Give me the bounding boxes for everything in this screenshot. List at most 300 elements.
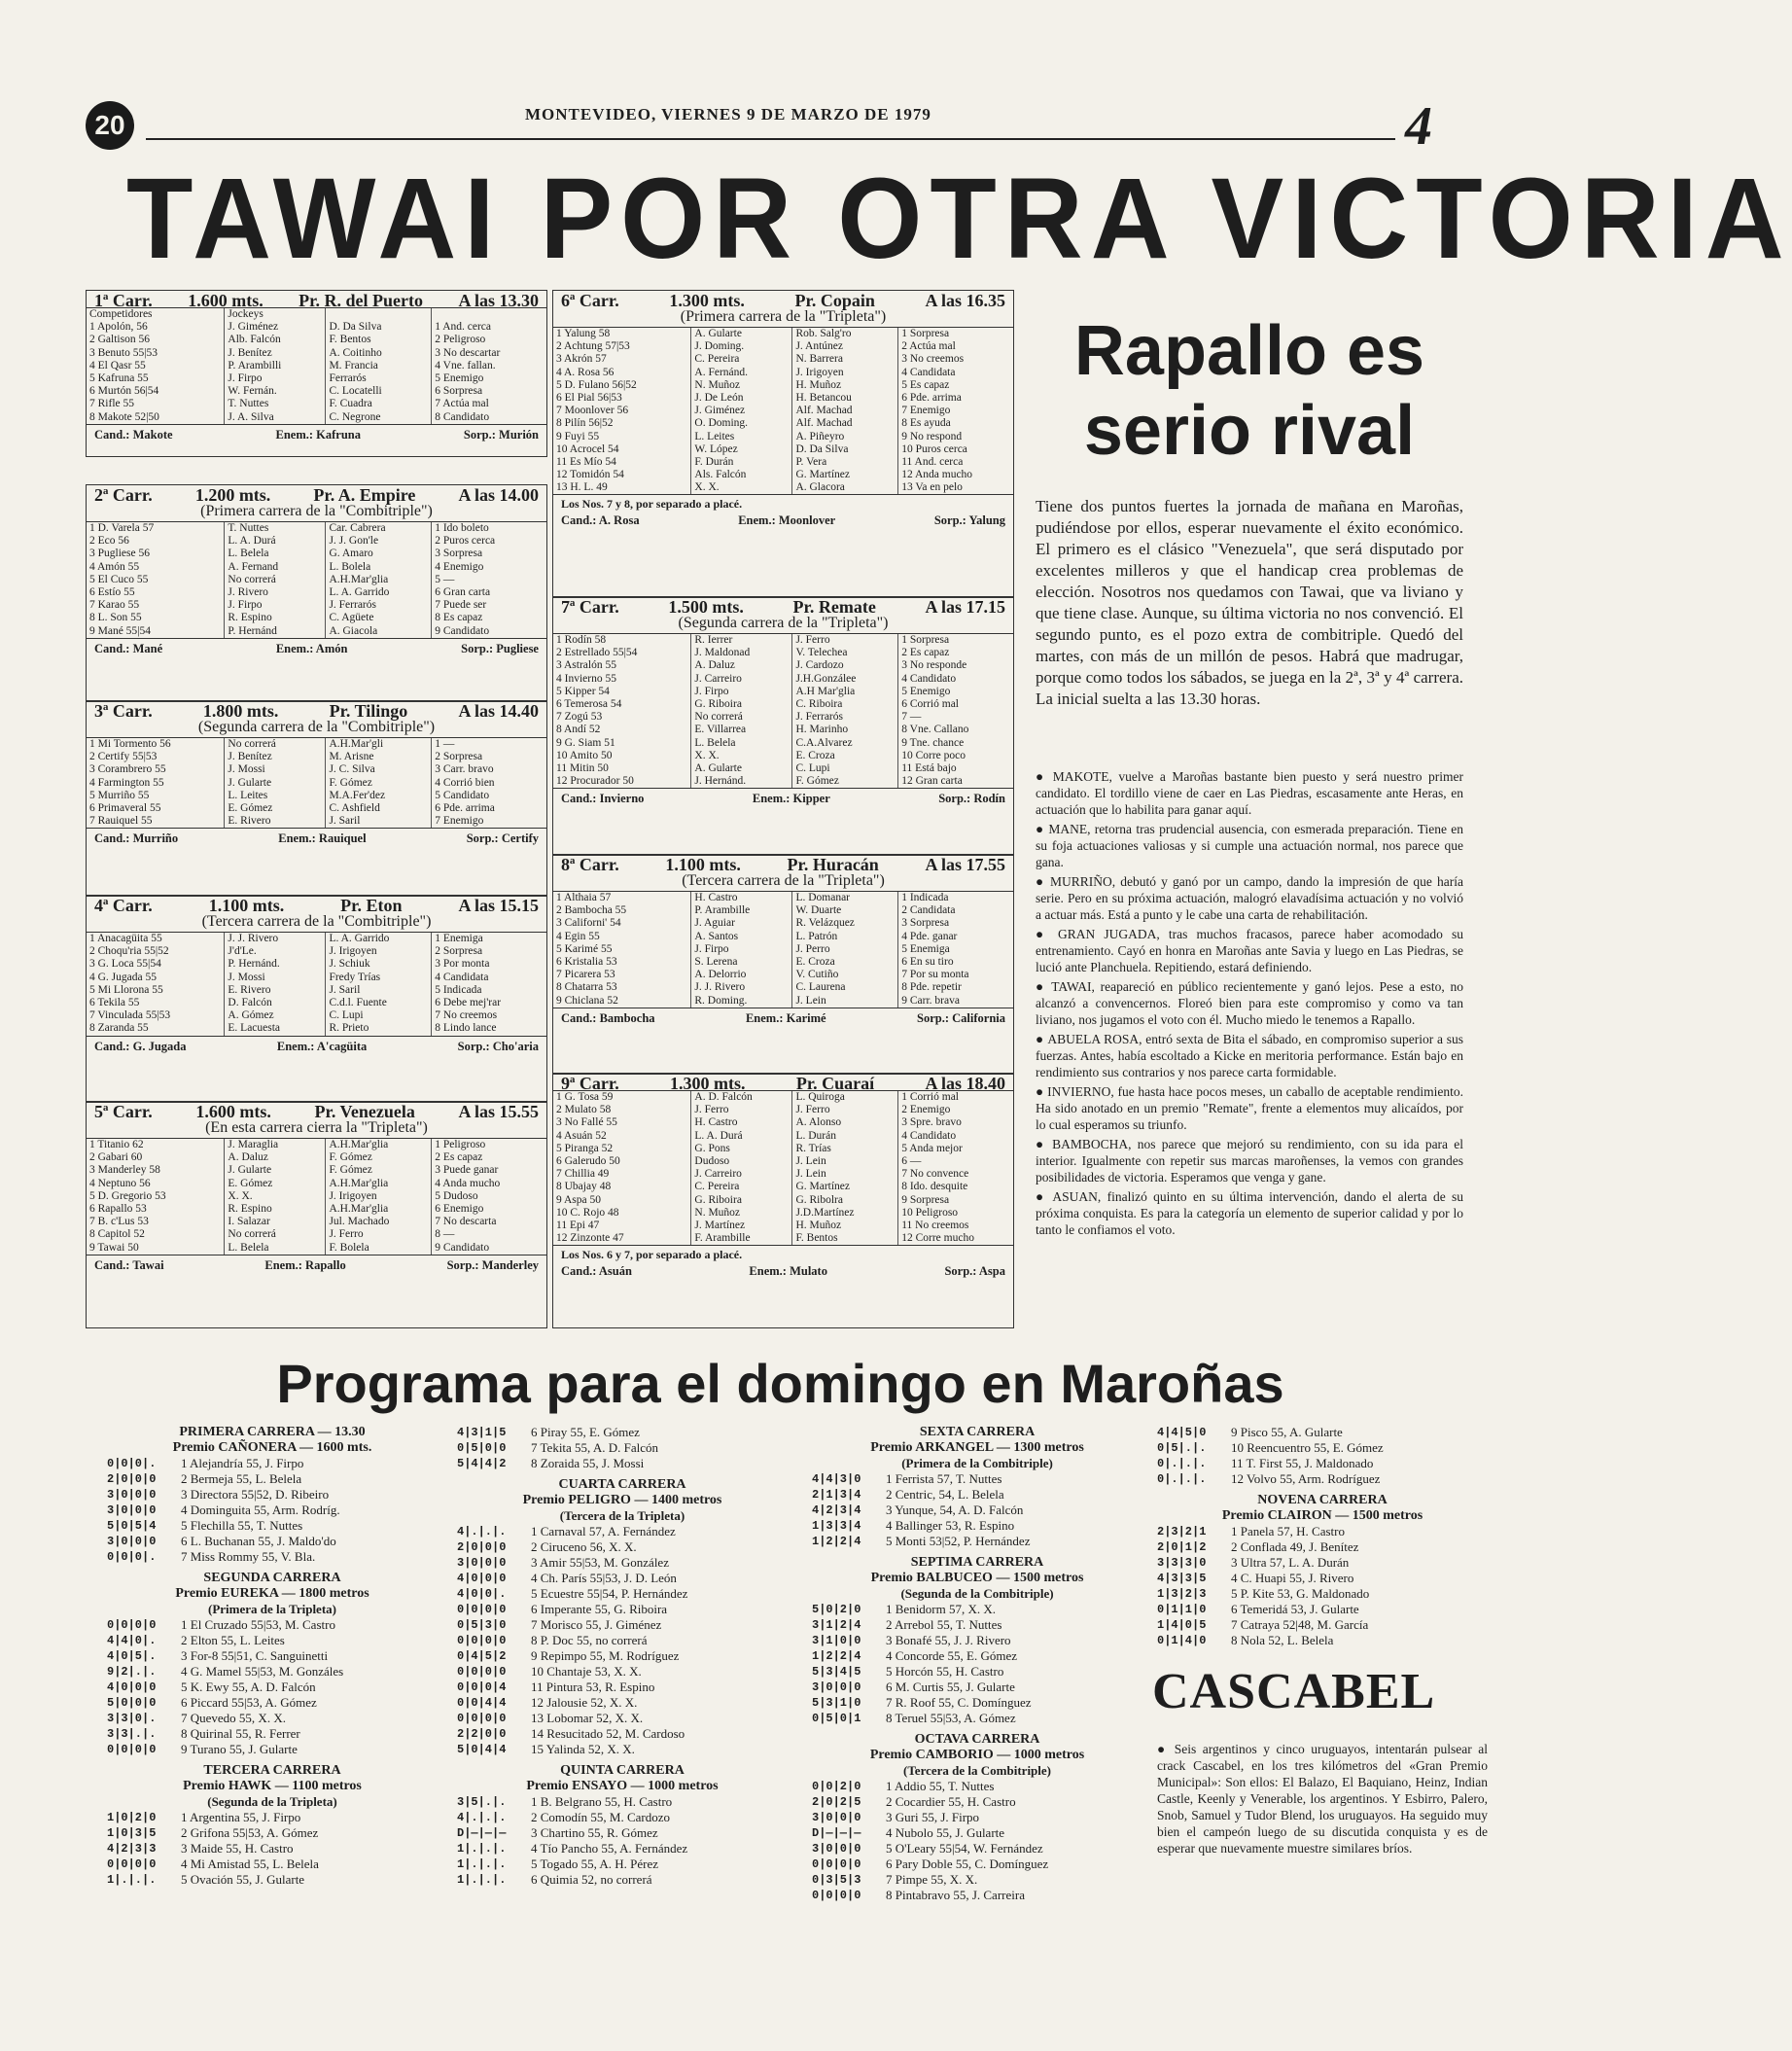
program-entry (812, 1648, 1142, 1664)
entry-name: 3 Maide 55, H. Castro (181, 1841, 294, 1856)
program-premio: Premio ENSAYO — 1000 metros (526, 1779, 719, 1793)
entries-table (553, 634, 1013, 788)
table-row (553, 1181, 1013, 1193)
table-row (553, 1130, 1013, 1143)
entries-table (553, 328, 1013, 494)
program-entry (457, 1857, 788, 1872)
table-cell: No correrá (225, 1228, 326, 1241)
entry-name: 4 Dominguita 55, Arm. Rodríg. (181, 1503, 340, 1517)
table-cell: J. C. Silva (326, 763, 432, 776)
table-cell: 2 Puros cerca (435, 535, 496, 548)
table-cell: R. Espino (225, 612, 326, 624)
table-cell: C. Agüete (326, 612, 432, 624)
table-cell: D. Da Silva (792, 443, 898, 456)
table-cell: 5 D. Gregorio 53 (87, 1190, 225, 1203)
race-header-cell: Pr. R. del Puerto (299, 291, 423, 310)
table-cell: 3 Californi' 54 (553, 917, 691, 930)
table-cell: Alf. Machad (792, 417, 898, 430)
table-cell: H. Marinho (792, 724, 898, 736)
program-subtitle: (Segunda de la Combitriple) (900, 1586, 1054, 1601)
table-cell: G. Martínez (792, 1181, 898, 1193)
table-cell: J. Ferro (326, 1228, 432, 1241)
table-row (553, 956, 1013, 969)
pick-label: Sorp.: Manderley (446, 1257, 539, 1272)
table-cell: 5 Murriño 55 (87, 790, 225, 802)
table-cell: J. Irigoyen (792, 367, 898, 379)
table-cell: A.H.Mar'glia (326, 574, 432, 586)
table-cell: 2 Eco 56 (87, 535, 225, 548)
table-cell: R. Velázquez (792, 917, 898, 930)
table-cell: 3 No responde (901, 659, 967, 672)
table-cell: E. Gómez (225, 802, 326, 815)
program-entry (1157, 1555, 1488, 1571)
table-cell: J'd'Le. (225, 945, 326, 958)
entry-name: 7 Tekita 55, A. D. Falcón (531, 1440, 659, 1455)
table-cell: I. Salazar (225, 1216, 326, 1228)
table-row (87, 763, 546, 776)
race-header (87, 896, 546, 915)
entry-name: 5 Ovación 55, J. Gularte (181, 1872, 305, 1887)
performance-record: 0|.|.|. (1157, 1472, 1207, 1486)
program-subtitle: (Segunda de la Tripleta) (207, 1794, 337, 1809)
entry-name: 1 B. Belgrano 55, H. Castro (531, 1794, 673, 1809)
table-cell: H. Muñoz (792, 1220, 898, 1232)
entry-name: 6 Imperante 55, G. Riboira (531, 1602, 668, 1616)
table-cell: A.H.Mar'glia (326, 1178, 432, 1190)
table-row (87, 385, 546, 398)
table-cell: 3 Pugliese 56 (87, 548, 225, 560)
race-box (552, 1073, 1014, 1328)
table-cell: W. López (691, 443, 792, 456)
table-cell: 6 Pde. arrima (435, 802, 495, 815)
entry-name: 3 Ultra 57, L. A. Durán (1231, 1555, 1350, 1570)
note-text: BAMBOCHA, nos parece que mejoró su rendimiento, con su ida para el interior. Igualmente con repetir sus marcas maroñenses, la vemos con grandes posibilidades de victoria. Esperamos que venga y gane. (1036, 1137, 1463, 1185)
entry-name: 9 Turano 55, J. Gularte (181, 1742, 298, 1756)
table-cell: J. Firpo (225, 599, 326, 612)
table-cell: 7 No creemos (435, 1009, 498, 1022)
table-cell: 8 Ido. desquite (901, 1181, 968, 1193)
program-entry (457, 1872, 788, 1888)
table-cell: J. Mossi (225, 763, 326, 776)
table-cell: 8 Pde. repetir (901, 981, 962, 994)
race-header-cell: Pr. Eton (340, 896, 403, 915)
table-cell: X. X. (691, 750, 792, 762)
entries-table (87, 1139, 546, 1255)
program-entry (812, 1664, 1142, 1680)
table-cell: 2 Candidata (901, 904, 956, 917)
entry-name: 3 For-8 55|51, C. Sanguinetti (181, 1648, 329, 1663)
table-row (87, 945, 546, 958)
table-cell: 6 Estío 55 (87, 586, 225, 599)
race-note: Los Nos. 7 y 8, por separado a placé. (561, 497, 743, 512)
note-text: MURRIÑO, debutó y ganó por un campo, dando la impresión de que haría serie. Pero en su próxima actuación, malogró elavadísima actuación y no volvió a actuar más. Está a punto y le cabe una carta de rehabilitación. (1036, 874, 1464, 922)
entry-name: 10 Chantaje 53, X. X. (531, 1664, 642, 1679)
table-cell: J. Hernánd. (691, 775, 792, 788)
race-header (553, 855, 1013, 874)
cascabel-title: CASCABEL (1152, 1664, 1436, 1719)
table-cell: C. Pereira (691, 353, 792, 366)
note-text: MANE, retorna tras prudencial ausencia, con esmerada preparación. Tiene en su foja actuaciones valiosas y si cumple una actuación normal, nos parece que gana. (1036, 822, 1463, 869)
table-cell: D. Da Silva (326, 321, 432, 334)
table-cell: 5 Candidato (435, 789, 490, 801)
table-cell: J.H.Gonzálee (792, 673, 898, 686)
table-cell: P. Vera (792, 456, 898, 469)
table-cell: 10 Acrocel 54 (553, 443, 691, 456)
entry-name: 4 Ballinger 53, R. Espino (886, 1518, 1015, 1533)
race-header-cell: A las 16.35 (925, 291, 1005, 310)
table-cell: 12 Anda mucho (901, 469, 973, 481)
entry-name: 3 Guri 55, J. Firpo (886, 1810, 980, 1824)
entry-name: 4 Ch. París 55|53, J. D. León (531, 1571, 677, 1585)
entry-name: 2 Grifona 55|53, A. Gómez (181, 1825, 319, 1840)
table-cell: G. Pons (691, 1143, 792, 1155)
table-cell: 5 Indicada (435, 983, 482, 996)
table-row (553, 981, 1013, 994)
table-cell: J. Irigoyen (326, 945, 432, 958)
table-cell: 2 Estrellado 55|54 (553, 647, 691, 659)
race-header-cell: 7ª Carr. (561, 597, 619, 617)
note-text: GRAN JUGADA, tras muchos fracasos, parece haber acomodado su entrenamiento. Cayó en honra en Maroñas ante Savia y luego en Las Piedras, se lució ante Planchuela. Repitiendo, estará definiendo. (1036, 927, 1464, 974)
pick-label: Enem.: Rauiquel (278, 831, 367, 846)
race-header-cell: 5ª Carr. (94, 1102, 153, 1121)
table-cell: J. Mossi (225, 972, 326, 984)
pick-label: Sorp.: Yalung (933, 513, 1005, 528)
program-premio: Premio CLAIRON — 1500 metros (1221, 1508, 1423, 1523)
table-row (87, 561, 546, 574)
table-cell: R. Ierrer (691, 634, 792, 647)
entry-name: 12 Jalousie 52, X. X. (531, 1695, 638, 1710)
performance-record: 2|1|3|4 (812, 1488, 861, 1502)
table-cell: No correrá (691, 711, 792, 724)
table-cell: Competidores (87, 308, 225, 321)
program-entry (457, 1456, 788, 1471)
table-row (87, 815, 546, 828)
performance-record: 4|4|5|0 (1157, 1426, 1207, 1439)
table-cell: 2 Sorpresa (435, 751, 483, 763)
race-header (87, 701, 546, 721)
performance-record: 0|0|0|. (107, 1457, 157, 1470)
table-row (87, 997, 546, 1009)
entry-name: 2 Comodín 55, M. Cardozo (531, 1810, 670, 1824)
table-cell: A. Fernánd. (691, 367, 792, 379)
program-entry (107, 1648, 438, 1664)
program-entry (812, 1825, 1142, 1841)
table-cell: 6 Tekila 55 (87, 997, 225, 1009)
program-entry (1157, 1633, 1488, 1648)
program-race (1157, 1493, 1488, 1648)
horse-note (1036, 821, 1463, 870)
pick-label: Cand.: Mané (94, 641, 163, 655)
entry-name: 8 Teruel 55|53, A. Gómez (886, 1711, 1016, 1725)
table-cell: 5 Enemiga (901, 942, 950, 955)
performance-record: 2|0|1|2 (1157, 1540, 1207, 1554)
table-row (553, 1207, 1013, 1220)
program-entry (812, 1779, 1142, 1794)
table-row (87, 751, 546, 763)
performance-record: 4|2|3|3 (107, 1842, 157, 1856)
entry-name: 7 R. Roof 55, C. Domínguez (886, 1695, 1032, 1710)
race-picks (553, 789, 1013, 809)
table-cell: J. Lein (792, 995, 898, 1008)
table-cell: C. Lupi (326, 1009, 432, 1022)
bullet-icon: ● (1036, 1084, 1048, 1099)
table-cell: X. X. (225, 1190, 326, 1203)
race-subtitle: (Primera carrera de la "Tripleta") (680, 308, 887, 325)
table-row (553, 1091, 1013, 1104)
side-article (1036, 496, 1463, 714)
table-cell: 4 Egin 55 (553, 931, 691, 943)
entry-name: 5 Horcón 55, H. Castro (886, 1664, 1004, 1679)
table-cell: 9 Aspa 50 (553, 1194, 691, 1207)
table-cell: 5 — (435, 573, 455, 585)
program-entry (1157, 1539, 1488, 1555)
race-header-cell: 4ª Carr. (94, 896, 153, 915)
table-cell: 3 No Fallé 55 (553, 1116, 691, 1129)
program-column (812, 1425, 1142, 1909)
table-row (87, 933, 546, 945)
program-race-title: SEXTA CARRERA (919, 1425, 1036, 1439)
table-cell: Rob. Salg'ro (792, 328, 898, 340)
table-row (87, 1203, 546, 1216)
table-cell: 2 Achtung 57|53 (553, 340, 691, 353)
race-box (552, 596, 1014, 856)
table-row (87, 535, 546, 548)
pick-label: Enem.: Karimé (745, 1010, 826, 1025)
race-header-cell: Pr. A. Empire (313, 485, 416, 505)
table-cell: 5 D. Fulano 56|52 (553, 379, 691, 392)
table-cell: A.H.Mar'glia (326, 1203, 432, 1216)
table-row (553, 711, 1013, 724)
table-row (87, 411, 546, 424)
table-row (553, 1104, 1013, 1116)
pick-label: Enem.: Amón (275, 641, 348, 655)
entry-name: 5 K. Ewy 55, A. D. Falcón (181, 1680, 316, 1694)
table-cell: Fredy Trías (326, 972, 432, 984)
entry-name: 8 P. Doc 55, no correrá (531, 1633, 648, 1647)
table-row (553, 405, 1013, 417)
table-cell: 4 Anda mucho (435, 1177, 501, 1189)
table-cell: C. Pereira (691, 1181, 792, 1193)
table-cell: 3 Manderley 58 (87, 1164, 225, 1177)
table-cell: 3 Carr. bravo (435, 763, 494, 776)
table-cell: J. Ferro (691, 1104, 792, 1116)
table-row (87, 586, 546, 599)
program-race (457, 1425, 788, 1471)
table-row (553, 1232, 1013, 1245)
entry-name: 6 Temeridá 53, J. Gularte (1231, 1602, 1359, 1616)
table-row (553, 724, 1013, 736)
table-cell: 6 — (901, 1155, 922, 1168)
table-cell: 9 Carr. brava (901, 994, 960, 1007)
race-box (86, 290, 547, 457)
race-box (86, 484, 547, 702)
table-row (553, 943, 1013, 956)
table-cell: N. Muñoz (691, 379, 792, 392)
entry-name: 8 Zoraida 55, J. Mossi (531, 1456, 645, 1470)
program-entry (457, 1664, 788, 1680)
table-cell: F. Bentos (792, 1232, 898, 1245)
table-cell: 8 Chatarra 53 (553, 981, 691, 994)
program-race-title: TERCERA CARRERA (203, 1763, 341, 1778)
table-cell: 3 Akrón 57 (553, 353, 691, 366)
table-cell: 6 En su tiro (901, 956, 954, 969)
performance-record: 0|0|0|0 (107, 1857, 157, 1871)
program-entry (1157, 1571, 1488, 1586)
table-cell: F. Cuadra (326, 398, 432, 410)
entry-name: 4 G. Mamel 55|53, M. Gonzáles (181, 1664, 344, 1679)
performance-record: 4|3|1|5 (457, 1426, 507, 1439)
table-row (553, 647, 1013, 659)
program-entry (107, 1664, 438, 1680)
table-cell: 1 Apolón, 56 (87, 321, 225, 334)
entry-name: 3 Directora 55|52, D. Ribeiro (181, 1487, 330, 1502)
table-cell: M.A.Fer'dez (326, 790, 432, 802)
table-cell: J. Ferro (792, 1104, 898, 1116)
race-picks (87, 829, 546, 849)
table-cell: 1 Althaia 57 (553, 892, 691, 904)
table-cell: 6 Debe mej'rar (435, 997, 502, 1009)
table-cell: Als. Falcón (691, 469, 792, 481)
program-race-title: SEPTIMA CARRERA (910, 1555, 1044, 1570)
table-row (87, 347, 546, 360)
table-row (553, 673, 1013, 686)
table-cell: 6 Galerudo 50 (553, 1155, 691, 1168)
table-cell: H. Castro (691, 892, 792, 904)
table-cell: A. D. Falcón (691, 1091, 792, 1104)
table-cell: J. Firpo (691, 686, 792, 698)
table-cell: L. A. Durá (225, 535, 326, 548)
table-cell: J. Schiuk (326, 958, 432, 971)
table-cell: A.H.Mar'glia (326, 1139, 432, 1151)
table-cell: 10 Amito 50 (553, 750, 691, 762)
table-cell: A. Delorrio (691, 969, 792, 981)
table-cell: 2 Peligroso (435, 334, 486, 346)
table-cell: L. A. Durá (691, 1130, 792, 1143)
race-header-cell: A las 13.30 (458, 291, 539, 310)
entry-name: 1 Benidorm 57, X. X. (886, 1602, 997, 1616)
race-header-cell: 1.200 mts. (194, 485, 271, 505)
table-cell: 13 Va en pelo (901, 481, 963, 494)
pick-label: Sorp.: Murión (463, 427, 539, 442)
side-paragraph: Tiene dos puntos fuertes la jornada de mañana en Maroñas, pudiéndose por ellos, esperar nuevamente el éxito económico. El primero es el clásico "Venezuela", que será disputado por excelentes milleros y que el handicap crea problemas de elección. Nosotros nos quedamos con Tawai, que va liviano y que tiene clase. Aunque, su última victoria no nos convenció. El segundo punto, es el pozo extra de combitriple. Quedó del martes, con más de un millón de pesos. Habrá que madrugar, porque como todos los sábados, se juega en la 2ª, 3ª y 4ª carrera. La inicial suelta a las 13.30 horas. (1036, 497, 1463, 708)
program-entry (457, 1680, 788, 1695)
entry-name: 7 Morisco 55, J. Giménez (531, 1617, 662, 1632)
table-cell: 1 Ido boleto (435, 522, 489, 535)
program-entry (812, 1711, 1142, 1726)
table-cell: J. Giménez (225, 321, 326, 334)
race-box (552, 854, 1014, 1075)
performance-record: 1|4|0|5 (1157, 1618, 1207, 1632)
performance-record: 0|0|0|0 (812, 1889, 861, 1902)
table-cell: 9 Sorpresa (901, 1193, 950, 1206)
table-cell: 7 B. c'Lus 53 (87, 1216, 225, 1228)
table-cell: 7 Zogú 53 (553, 711, 691, 724)
table-cell: 9 Mané 55|54 (87, 625, 225, 638)
table-cell: F. Gómez (792, 775, 898, 788)
performance-record: 1|.|.|. (107, 1873, 157, 1887)
table-cell: 2 Enemigo (901, 1104, 951, 1116)
performance-record: 4|2|3|4 (812, 1503, 861, 1517)
table-cell: 2 Es capaz (901, 647, 950, 659)
table-row (553, 737, 1013, 750)
entry-name: 6 L. Buchanan 55, J. Maldo'do (181, 1534, 336, 1548)
performance-record: 5|0|4|4 (457, 1743, 507, 1756)
table-cell: 4 Vne. fallan. (435, 359, 496, 371)
program-race (107, 1763, 438, 1888)
table-row (553, 328, 1013, 340)
race-picks (553, 511, 1013, 531)
table-cell: 6 Corrió mal (901, 698, 959, 711)
table-cell: 6 Enemigo (435, 1203, 484, 1216)
table-cell: 4 Candidato (901, 1129, 957, 1142)
performance-record: 2|0|0|0 (107, 1472, 157, 1486)
table-row (553, 634, 1013, 647)
table-row (553, 686, 1013, 698)
table-cell: L. Quiroga (792, 1091, 898, 1104)
entry-name: 8 Pintabravo 55, J. Carreira (886, 1888, 1025, 1902)
entry-name: 6 M. Curtis 55, J. Gularte (886, 1680, 1015, 1694)
program-entry (107, 1825, 438, 1841)
table-cell: W. Fernán. (225, 385, 326, 398)
table-cell: 8 Candidato (435, 410, 490, 423)
race-box (552, 290, 1014, 598)
program-race-title: NOVENA CARRERA (1257, 1493, 1388, 1507)
table-cell: A. Coitinho (326, 347, 432, 360)
performance-record: 4|0|0|0 (107, 1680, 157, 1694)
table-cell: 6 Primaveral 55 (87, 802, 225, 815)
table-cell: A. Glacora (792, 481, 898, 494)
program-entry (1157, 1586, 1488, 1602)
race-subtitle: (Tercera carrera de la "Tripleta") (682, 872, 885, 889)
entries-table (87, 308, 546, 424)
program-entry (812, 1872, 1142, 1888)
program-entry (457, 1571, 788, 1586)
entry-name: 6 Piccard 55|53, A. Gómez (181, 1695, 317, 1710)
table-row (553, 750, 1013, 762)
performance-record: 5|0|0|0 (107, 1696, 157, 1710)
performance-record: 0|0|0|. (107, 1550, 157, 1564)
table-row (87, 984, 546, 997)
race-header-cell: 2ª Carr. (94, 485, 153, 505)
table-cell: C. Negrone (326, 411, 432, 424)
program-premio: Premio CAÑONERA — 1600 mts. (172, 1440, 372, 1455)
note-text: INVIERNO, fue hasta hace pocos meses, un caballo de aceptable rendimiento. Ha sido anotado en un premio "Remate", frente a elementos muy alicaídos, por lo cual esperamos su triunfo. (1036, 1084, 1463, 1132)
program-entry (457, 1539, 788, 1555)
performance-record: 1|2|2|4 (812, 1535, 861, 1548)
table-cell: 6 Murtón 56|54 (87, 385, 225, 398)
pick-label: Sorp.: California (917, 1010, 1005, 1025)
performance-record: 1|0|2|0 (107, 1811, 157, 1824)
program-entry (1157, 1471, 1488, 1487)
entry-name: 7 Miss Rommy 55, V. Bla. (181, 1549, 316, 1564)
bullet-icon: ● (1036, 822, 1049, 836)
table-row (87, 1242, 546, 1255)
race-header-cell: 1.500 mts. (668, 597, 744, 617)
performance-record: 3|3|0|. (107, 1712, 157, 1725)
table-cell: J.D.Martínez (792, 1207, 898, 1220)
program-entry (107, 1872, 438, 1888)
table-row (87, 334, 546, 346)
race-picks (87, 639, 546, 659)
pick-label: Sorp.: Certify (466, 831, 539, 846)
table-row (553, 392, 1013, 405)
entry-name: 3 Yunque, 54, A. D. Falcón (886, 1503, 1024, 1517)
corner-mark: 4 (1405, 96, 1432, 157)
program-subtitle: (Tercera de la Combitriple) (903, 1763, 1051, 1778)
performance-record: 3|3|.|. (107, 1727, 157, 1741)
table-cell: 1 — (435, 738, 455, 751)
program-subtitle: (Primera de la Tripleta) (207, 1602, 336, 1616)
